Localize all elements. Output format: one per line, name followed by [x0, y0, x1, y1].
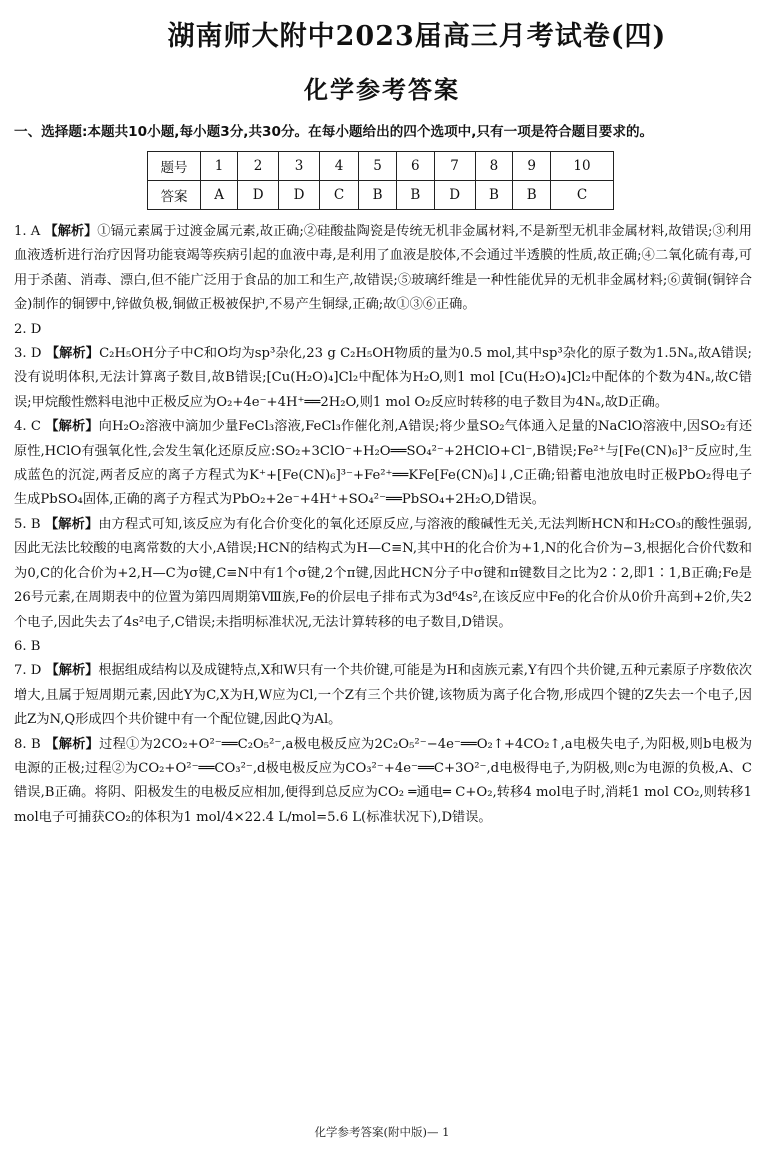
school-exam-title: 湖南师大附中2023届高三月考试卷(四)	[167, 21, 667, 52]
item-number: 2. D	[14, 321, 42, 337]
answer-table	[147, 151, 614, 210]
item-text: ①镉元素属于过渡金属元素,故正确;②硅酸盐陶瓷是传统无机非金属材料,不是新型无机非金属材料,故错误;③利用血液透析进行治疗因肾功能衰竭等疾病引起的血液中毒,是利用了血液是胶体,不会通过半透膜的性质,故正确;④二氧化硫有毒,可用于杀菌、消毒、漂白,但不能广泛用于食品的加工和生产,故错误;⑤玻璃纤维是一种性能优异的无机非金属材料;⑥黄铜(铜锌合金)制作的铜锣中,锌做负极,铜做正极被保护,不易产生铜绿,正确;故①③⑥正确。	[14, 224, 752, 313]
document-title: 化学参考答案	[304, 76, 460, 104]
section-heading: 一、选择题:本题共10小题,每小题3分,共30分。在每小题给出的四个选项中,只有一项是符合题目要求的。	[14, 124, 654, 140]
analysis-label: 【解析】	[45, 663, 99, 679]
answer-cell: B	[513, 181, 551, 210]
explanation-item	[14, 415, 752, 513]
analysis-label: 【解析】	[44, 516, 99, 532]
answer-cell: C	[319, 181, 358, 210]
answer-cell: D	[279, 181, 320, 210]
item-number: 8. B	[14, 736, 41, 752]
explanation-item	[14, 342, 752, 415]
explanation-item	[14, 635, 752, 659]
table-header-cell: 题号	[148, 152, 201, 181]
answer-explanations	[14, 220, 752, 830]
item-number: 1. A	[14, 224, 41, 239]
page-footer: 化学参考答案(附中版)— 1	[314, 1125, 450, 1139]
question-number-cell: 5	[359, 152, 397, 181]
explanation-item	[14, 659, 752, 732]
item-text: C₂H₅OH分子中C和O均为sp³杂化,23 g C₂H₅OH物质的量为0.5 mol,其中sp³杂化的原子数为1.5Nₐ,故A错误;没有说明体积,无法计算离子数目,故B错误;[Cu(H₂O)₄]Cl₂中配体为H₂O,则1 mol [Cu(H₂O)₄]Cl₂中配体的个数为4Nₐ,故C错误;甲烷酸性燃料电池中正极反应为O₂+4e⁻+4H⁺══2H₂O,则1 mol O₂反应时转移的电子数目为4Nₐ,故D正确。	[14, 346, 752, 410]
question-number-cell: 2	[238, 152, 279, 181]
analysis-label: 【解析】	[44, 224, 98, 239]
item-text: 向H₂O₂溶液中滴加少量FeCl₃溶液,FeCl₃作催化剂,A错误;将少量SO₂气体通入足量的NaClO溶液中,因SO₂有还原性,HClO有强氧化性,会发生氧化还原反应:SO₂+3ClO⁻+H₂O══SO₄²⁻+2HClO+Cl⁻,B错误;Fe²⁺与[Fe(CN)₆]³⁻反应时,生成蓝色的沉淀,两者反应的离子方程式为K⁺+[Fe(CN)₆]³⁻+Fe²⁺══KFe[Fe(CN)₆]↓,C正确;铅蓄电池放电时正极PbO₂得电子生成PbSO₄固体,正确的离子方程式为PbO₂+2e⁻+4H⁺+SO₄²⁻══PbSO₄+2H₂O,D错误。	[14, 419, 753, 508]
question-number-cell: 7	[434, 152, 475, 181]
question-number-cell: 4	[319, 152, 358, 181]
answer-cell: B	[359, 181, 397, 210]
item-text: 由方程式可知,该反应为有化合价变化的氧化还原反应,与溶液的酸碱性无关,无法判断HCN和H₂CO₃的酸性强弱,因此无法比较酸的电离常数的大小,A错误;HCN的结构式为H—C≡N,其中H的化合价为+1,N的化合价为−3,根据化合价代数和为0,C的化合价为+2,H—C为σ键,C≡N中有1个σ键,2个π键,因此HCN分子中σ键和π键数目之比为2∶2,即1∶1,B正确;Fe是26号元素,在周期表中的位置为第四周期第Ⅷ族,Fe的价层电子排布式为3d⁶4s²,在该反应中Fe的化合价从0价升高到+2价,失2个电子,因此失去了4s²电子,C错误;未指明标准状况,无法计算转移的电子数目,D错误。	[14, 516, 752, 630]
item-number: 4. C	[14, 419, 42, 435]
analysis-label: 【解析】	[45, 419, 99, 435]
answer-table-row-answers	[148, 181, 614, 210]
question-number-cell: 8	[475, 152, 513, 181]
item-text: 过程①为2CO₂+O²⁻══C₂O₅²⁻,a极电极反应为2C₂O₅²⁻−4e⁻══O₂↑+4CO₂↑,a电极失电子,为阳极,则b电极为电源的正极;过程②为CO₂+O²⁻══CO₃²⁻,d极电极反应为CO₃²⁻+4e⁻══C+3O²⁻,d电极得电子,为阴极,则c为电源的负极,A、C错误,B正确。将阴、阳极发生的电极反应相加,便得到总反应为CO₂ ═通电═ C+O₂,转移4 mol电子时,消耗1 mol CO₂,则转移1 mol电子可捕获CO₂的体积为1 mol/4×22.4 L/mol=5.6 L(标准状况下),D错误。	[14, 736, 753, 825]
question-number-cell: 9	[513, 152, 551, 181]
answer-cell: B	[396, 181, 434, 210]
item-number: 3. D	[14, 346, 42, 362]
answer-cell: C	[551, 181, 614, 210]
explanation-item	[14, 733, 752, 831]
answer-cell: A	[201, 181, 238, 210]
analysis-label: 【解析】	[45, 736, 100, 752]
answer-cell: D	[434, 181, 475, 210]
answer-cell: D	[238, 181, 279, 210]
question-number-cell: 3	[279, 152, 320, 181]
answer-table-row-numbers	[148, 152, 614, 181]
item-number: 6. B	[14, 638, 41, 654]
analysis-label: 【解析】	[45, 346, 100, 362]
question-number-cell: 1	[201, 152, 238, 181]
explanation-item	[14, 318, 752, 342]
item-number: 5. B	[14, 516, 41, 532]
explanation-item	[14, 220, 752, 318]
question-number-cell: 6	[396, 152, 434, 181]
item-number: 7. D	[14, 663, 42, 679]
explanation-item	[14, 513, 752, 635]
item-text: 根据组成结构以及成键特点,X和W只有一个共价键,可能是为H和卤族元素,Y有四个共价键,五种元素原子序数依次增大,且属于短周期元素,因此Y为C,X为H,W应为Cl,一个Z有三个共价键,该物质为离子化合物,形成四个键的Z失去一个电子,因此Z为N,Q形成四个共价键中有一个配位键,因此Q为Al。	[14, 663, 752, 728]
table-header-cell: 答案	[148, 181, 201, 210]
answer-cell: B	[475, 181, 513, 210]
question-number-cell: 10	[551, 152, 614, 181]
